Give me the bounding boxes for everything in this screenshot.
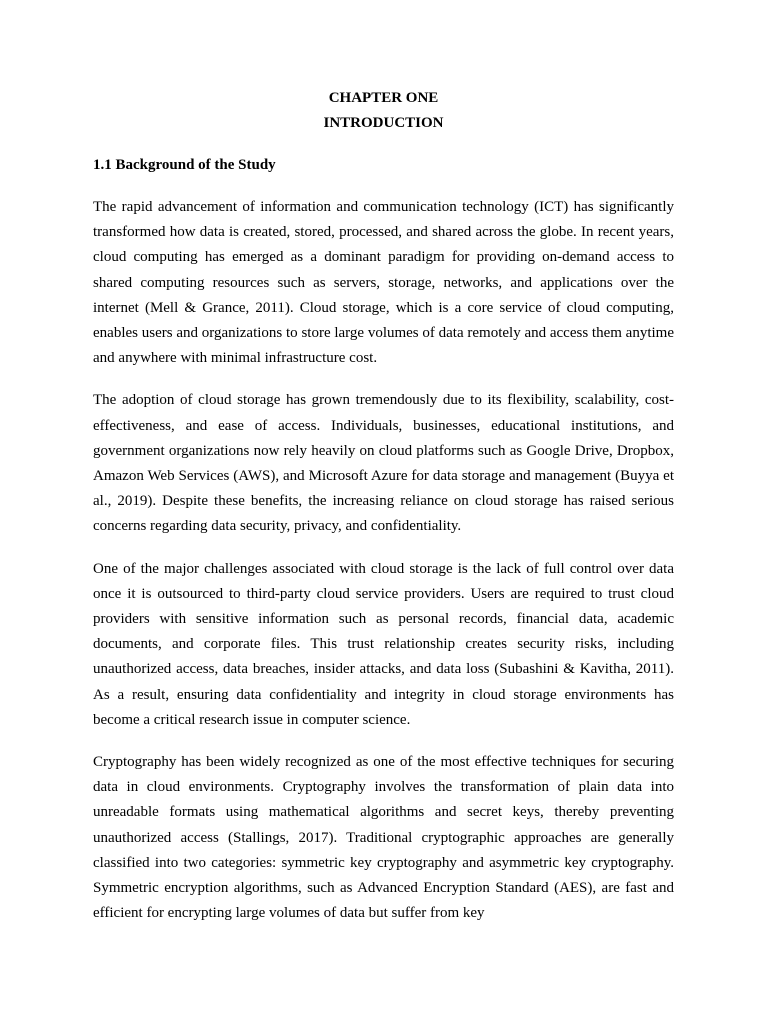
- section-heading: 1.1 Background of the Study: [93, 157, 276, 173]
- paragraph-4: Cryptography has been widely recognized as one of the most effective techniques for securing data in cloud environments. Cryptography involves the transformation of plain data into unreadable formats using mathematical algorithms and secret keys, thereby preventing unauthorized access (Stallings, 2017). Traditional cryptographic approaches are generally classified into two categories: symmetric key cryptography and asymmetric key cryptography. Symmetric encryption algorithms, such as Advanced Encryption Standard (AES), are fast and efficient for encrypting large volumes of data but suffer from key: [93, 754, 674, 922]
- chapter-label: CHAPTER ONE: [328, 90, 439, 106]
- paragraph-3: One of the major challenges associated with cloud storage is the lack of full control over data once it is outsourced to third-party cloud service providers. Users are required to trust cloud providers with sensitive information such as personal records, financial data, academic documents, and corporate files. This trust relationship creates security risks, including unauthorized access, data breaches, insider attacks, and data loss (Subashini & Kavitha, 2011). As a result, ensuring data confidentiality and integrity in cloud storage environments has become a critical research issue in computer science.: [93, 560, 674, 728]
- paragraph-1: The rapid advancement of information and communication technology (ICT) has significantly transformed how data is created, stored, processed, and shared across the globe. In recent years, cloud computing has emerged as a dominant paradigm for providing on-demand access to shared computing resources such as servers, storage, networks, and applications over the internet (Mell & Grance, 2011). Cloud storage, which is a core service of cloud computing, enables users and organizations to store large volumes of data remotely and access them anytime and anywhere with minimal infrastructure cost.: [93, 199, 674, 367]
- page-content: [93, 86, 674, 926]
- paragraph-2: The adoption of cloud storage has grown tremendously due to its flexibility, scalability, cost-effectiveness, and ease of access. Individuals, businesses, educational institutions, and government organizations now rely heavily on cloud platforms such as Google Drive, Dropbox, Amazon Web Services (AWS), and Microsoft Azure for data storage and management (Buyya et al., 2019). Despite these benefits, the increasing reliance on cloud storage has raised serious concerns regarding data security, privacy, and confidentiality.: [93, 392, 674, 535]
- chapter-title: INTRODUCTION: [323, 115, 444, 131]
